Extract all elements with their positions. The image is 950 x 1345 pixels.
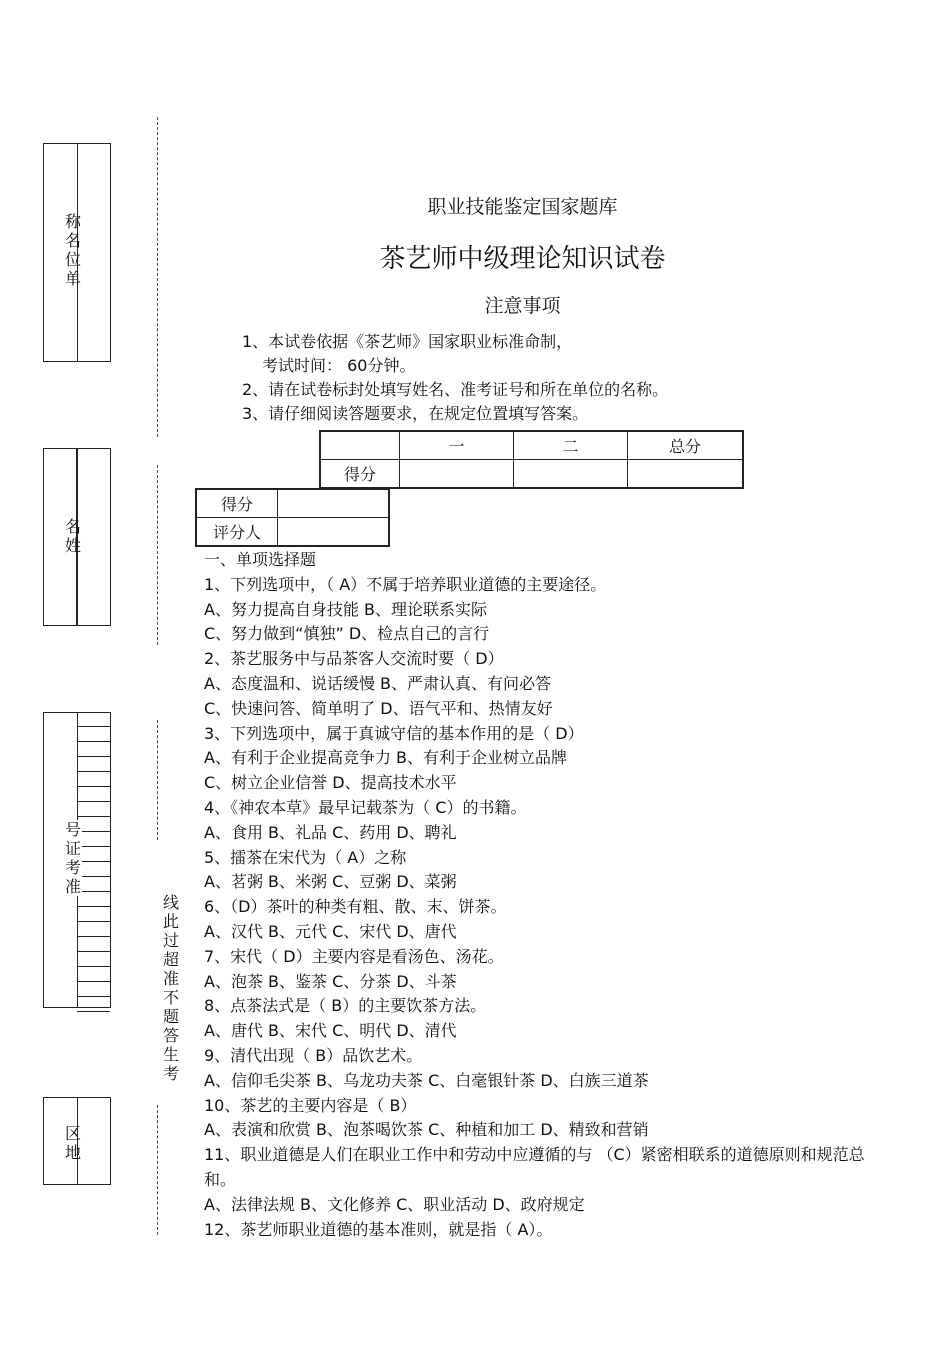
question-line: A、食用 B、礼品 C、药用 D、聘礼	[204, 822, 457, 842]
score-cell[interactable]	[400, 460, 514, 489]
question-line: A、努力提高自身技能 B、理论联系实际	[204, 599, 488, 619]
notice-item: 2、请在试卷标封处填写姓名、准考证号和所在单位的名称。	[242, 380, 669, 399]
question-line: A、表演和欣赏 B、泡茶喝饮茶 C、种植和加工 D、精致和营销	[204, 1120, 649, 1140]
score-header-cell: 二	[514, 431, 628, 460]
notice-item: 考试时间： 60分钟。	[262, 356, 416, 375]
score-header-cell: 一	[400, 431, 514, 460]
question-line: 2、茶艺服务中与品茶客人交流时要（ D）	[204, 649, 504, 669]
question-line: 6、（D）茶叶的种类有粗、散、末、饼茶。	[204, 897, 507, 917]
grader-table	[195, 488, 390, 547]
unit-label: 称 名 位 单	[64, 212, 81, 288]
question-line: A、汉代 B、元代 C、宋代 D、唐代	[204, 921, 457, 941]
question-line: 11、职业道德是人们在职业工作中和劳动中应遵循的与 （C）紧密相联系的道德原则和规范总和。	[204, 1145, 865, 1189]
question-line: C、快速问答、简单明了 D、语气平和、热情友好	[204, 698, 553, 718]
grader-name-cell[interactable]	[278, 518, 390, 547]
notice-item: 1、本试卷依据《茶艺师》国家职业标准命制，	[242, 332, 573, 351]
exam-title: 茶艺师中级理论知识试卷	[379, 244, 666, 274]
region-label: 区 地	[64, 1124, 81, 1162]
notice-heading: 注意事项	[484, 295, 561, 317]
name-label: 名 姓	[64, 517, 81, 555]
no-answer-beyond-line-text: 线 此 过 超 准 不 题 答 生 考	[162, 893, 179, 1083]
seal-line	[157, 720, 158, 840]
score-header-cell	[320, 431, 400, 460]
question-line: 10、茶艺的主要内容是（ B）	[204, 1095, 417, 1115]
seal-line	[157, 117, 158, 437]
seal-line	[157, 465, 158, 645]
question-line: A、信仰毛尖茶 B、乌龙功夫茶 C、白毫银针茶 D、白族三道茶	[204, 1070, 649, 1090]
question-line: C、努力做到“慎独” D、检点自己的言行	[204, 624, 490, 644]
question-line: 8、点茶法式是（ B）的主要饮茶方法。	[204, 996, 487, 1016]
question-line: 12、茶艺师职业道德的基本准则，就是指（ A）。	[204, 1219, 553, 1239]
grader-score-label: 得分	[196, 489, 278, 518]
question-line: A、法律法规 B、文化修养 C、职业活动 D、政府规定	[204, 1194, 585, 1214]
question-line: 7、宋代（ D）主要内容是看汤色、汤花。	[204, 946, 504, 966]
question-line: A、唐代 B、宋代 C、明代 D、清代	[204, 1021, 457, 1041]
total-score-table	[319, 430, 744, 489]
grader-label: 评分人	[196, 518, 278, 547]
notice-item: 3、请仔细阅读答题要求，在规定位置填写答案。	[242, 404, 589, 423]
score-header-cell: 总分	[628, 431, 744, 460]
question-bank-title: 职业技能鉴定国家题库	[427, 196, 618, 218]
question-list	[204, 548, 894, 1242]
score-row-label: 得分	[320, 460, 400, 489]
question-line: A、泡茶 B、鉴茶 C、分茶 D、斗茶	[204, 971, 457, 991]
question-line: 9、清代出现（ B）品饮艺术。	[204, 1045, 423, 1065]
question-line: 5、擂茶在宋代为（ A）之称	[204, 847, 407, 867]
question-line: C、树立企业信誉 D、提高技术水平	[204, 773, 457, 793]
question-line: A、有利于企业提高竞争力 B、有利于企业树立品牌	[204, 748, 568, 768]
question-line: A、茗粥 B、米粥 C、豆粥 D、菜粥	[204, 872, 457, 892]
seal-line	[157, 1105, 158, 1235]
question-line: 1、下列选项中，（ A）不属于培养职业道德的主要途径。	[204, 574, 607, 594]
section-heading: 一、单项选择题	[204, 550, 317, 569]
grader-score-cell[interactable]	[278, 489, 390, 518]
notice-list	[242, 330, 668, 426]
question-line: 4、《神农本草》最早记载茶为（ C）的书籍。	[204, 797, 527, 817]
question-line: 3、下列选项中，属于真诚守信的基本作用的是（ D）	[204, 723, 584, 743]
exam-number-label: 号 证 考 准	[64, 820, 81, 896]
question-line: A、态度温和、说话缓慢 B、严肃认真、有问必答	[204, 673, 552, 693]
score-cell[interactable]	[514, 460, 628, 489]
score-cell[interactable]	[628, 460, 744, 489]
